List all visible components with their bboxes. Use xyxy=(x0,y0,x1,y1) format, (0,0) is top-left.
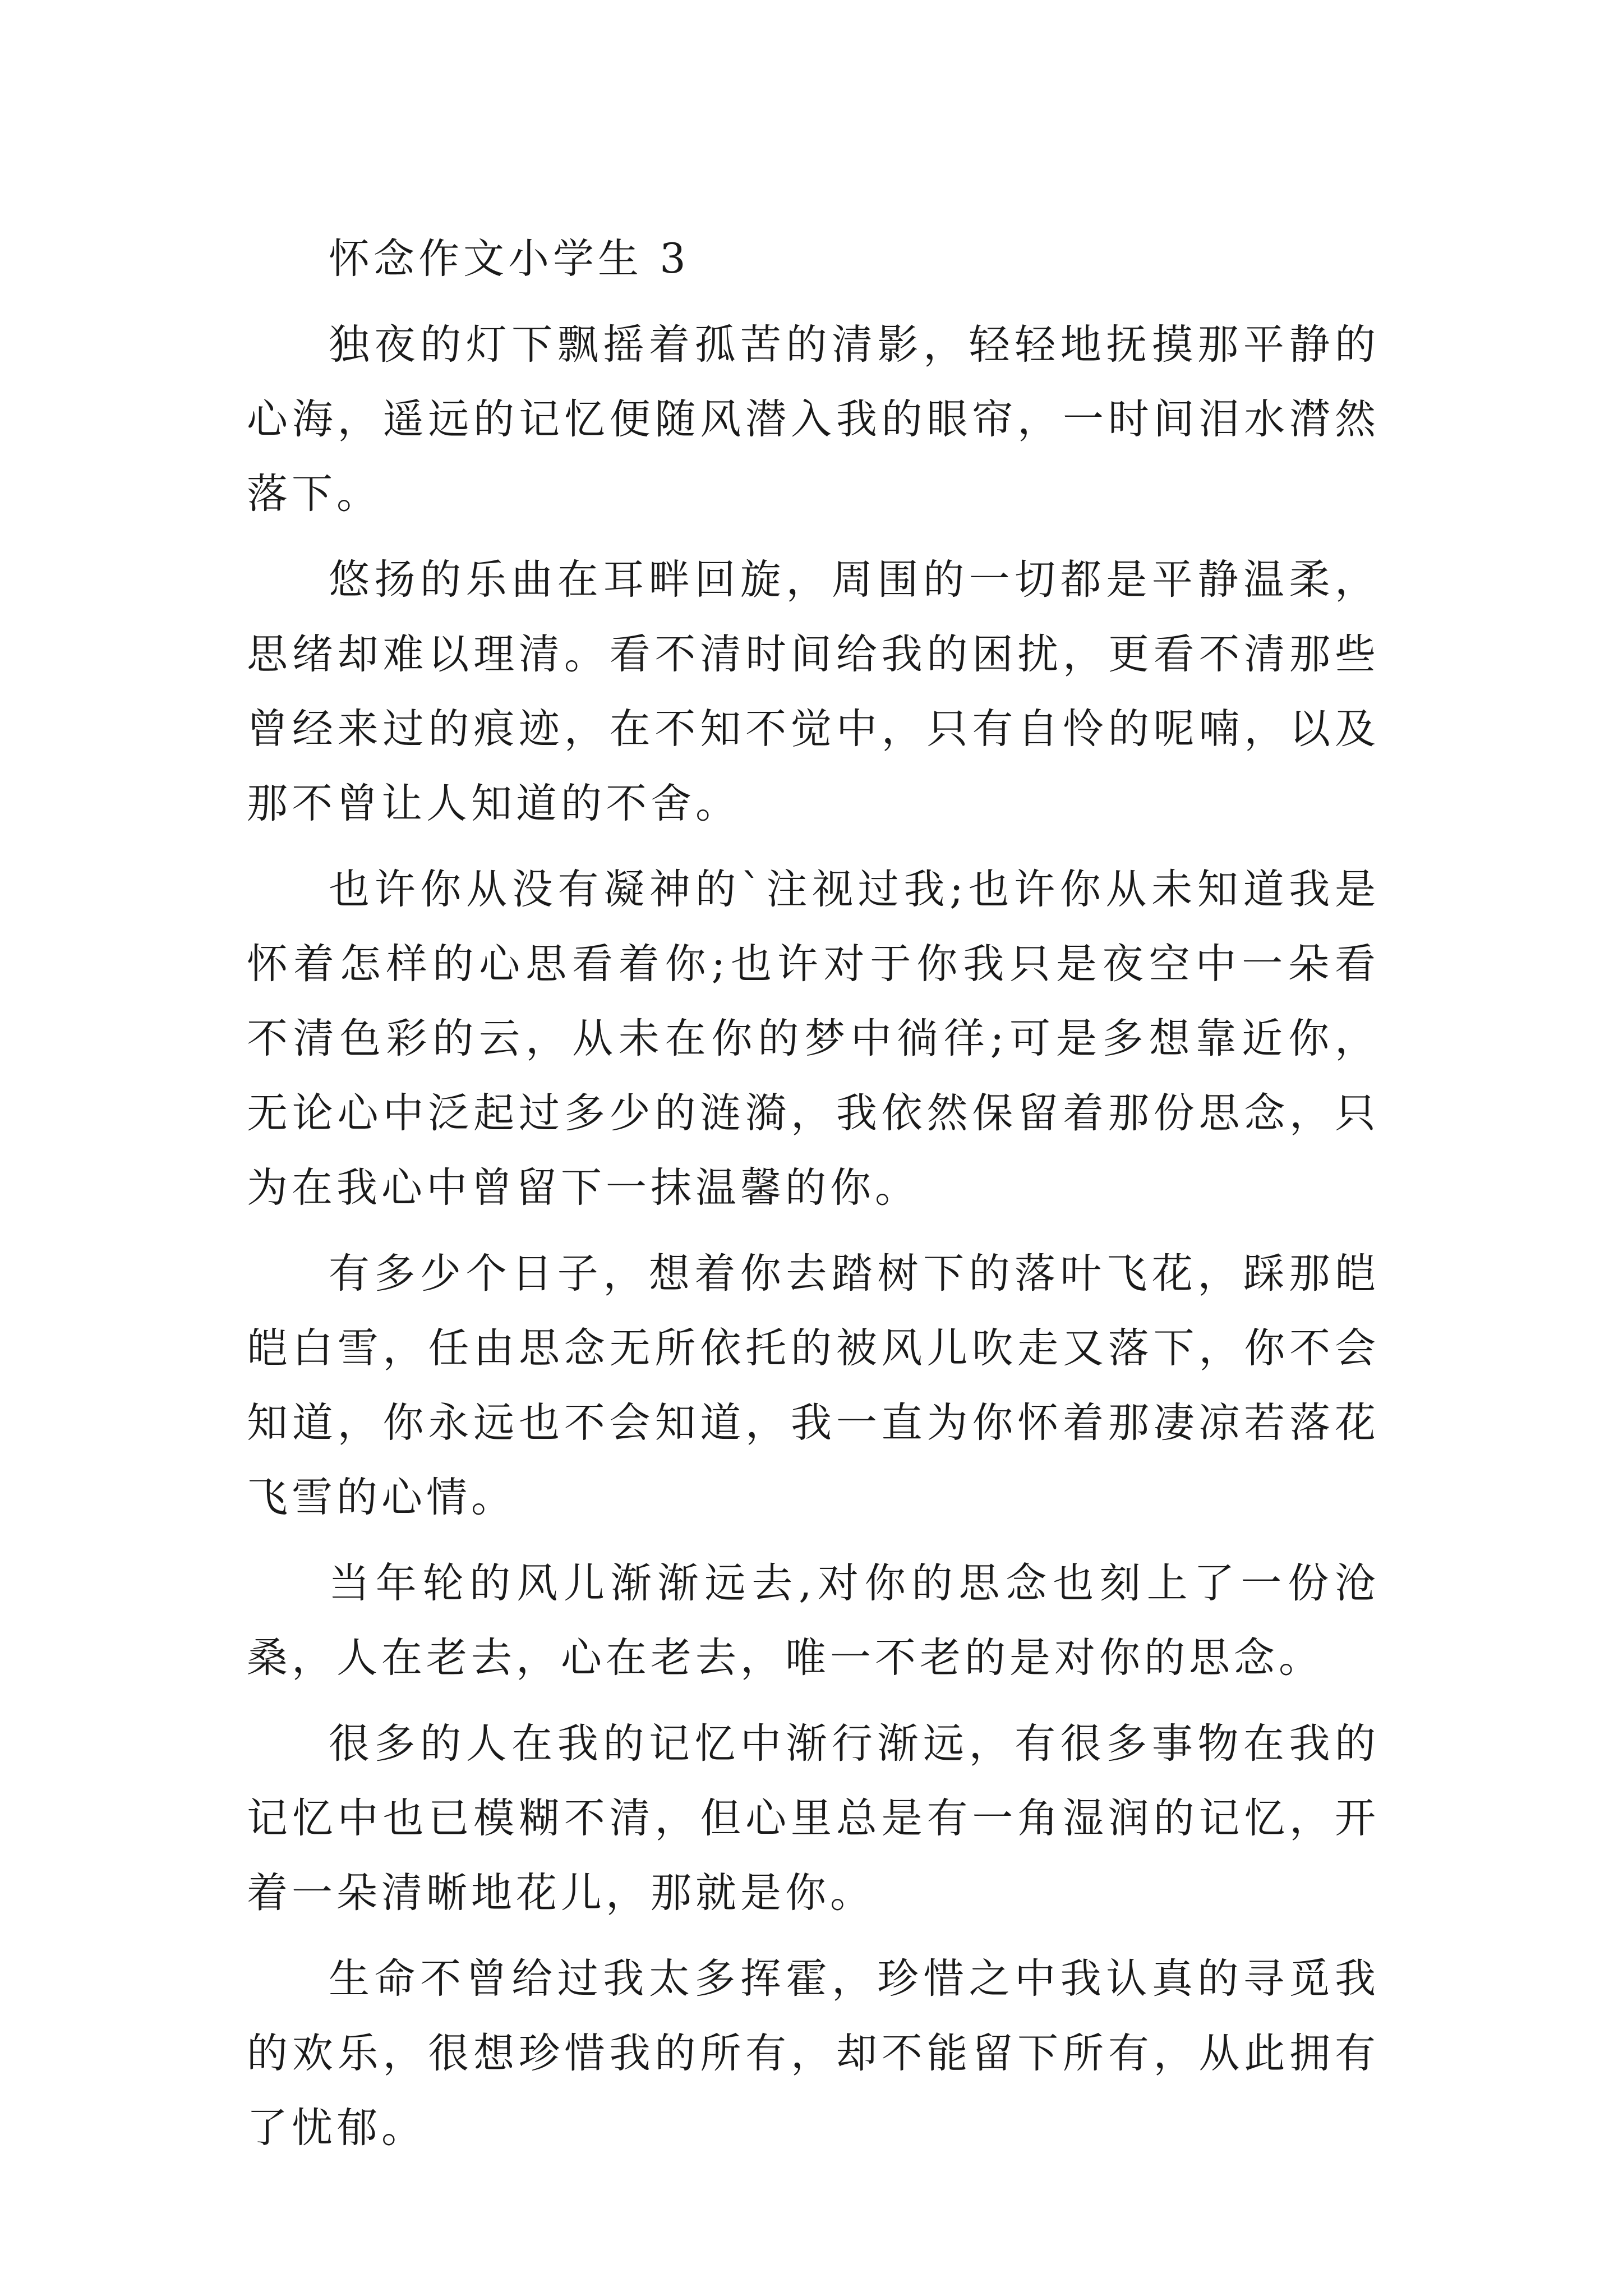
document-body xyxy=(247,222,1380,2165)
paragraph: 悠扬的乐曲在耳畔回旋，周围的一切都是平静温柔，思绪却难以理清。看不清时间给我的困扰，更看不清那些曾经来过的痕迹，在不知不觉中，只有自怜的呢喃，以及那不曾让人知道的不舍。 xyxy=(247,556,1380,827)
paragraph: 生命不曾给过我太多挥霍，珍惜之中我认真的寻觅我的欢乐，很想珍惜我的所有，却不能留下所有，从此拥有了忧郁。 xyxy=(247,1955,1380,2152)
paragraph: 也许你从没有凝神的`注视过我;也许你从未知道我是怀着怎样的心思看着你;也许对于你我只是夜空中一朵看不清色彩的云，从未在你的梦中徜徉;可是多想靠近你，无论心中泛起过多少的涟漪，我依然保留着那份思念，只为在我心中曾留下一抹温馨的你。 xyxy=(247,866,1380,1212)
paragraph: 当年轮的风儿渐渐远去,对你的思念也刻上了一份沧桑，人在老去，心在老去，唯一不老的是对你的思念。 xyxy=(247,1559,1380,1682)
paragraph: 很多的人在我的记忆中渐行渐远，有很多事物在我的记忆中也已模糊不清，但心里总是有一角湿润的记忆，开着一朵清晰地花儿，那就是你。 xyxy=(247,1720,1380,1917)
document-title: 怀念作文小学生 3 xyxy=(329,235,690,283)
paragraph: 独夜的灯下飘摇着孤苦的清影，轻轻地抚摸那平静的心海，遥远的记忆便随风潜入我的眼帘，一时间泪水潸然落下。 xyxy=(247,321,1380,518)
paragraph: 有多少个日子，想着你去踏树下的落叶飞花，踩那皑皑白雪，任由思念无所依托的被风儿吹走又落下，你不会知道，你永远也不会知道，我一直为你怀着那凄凉若落花飞雪的心情。 xyxy=(247,1250,1380,1521)
